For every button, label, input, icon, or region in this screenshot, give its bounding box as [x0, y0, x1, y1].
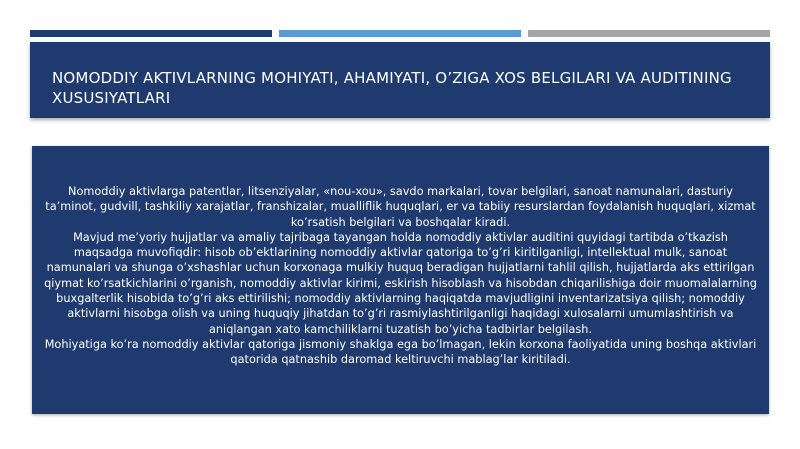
paragraph-essence: Mohiyatiga ko’ra nomoddiy aktivlar qatoriga jismoniy shaklga ega bo’lmagan, lekin korxona faoliyatida uning boshqa aktivlari qatorida qatnashib daromad keltiruvchi mablag’lar kiritiladi.	[44, 337, 757, 367]
paragraph-audit-procedure: Mavjud me’yoriy hujjatlar va amaliy tajribaga tayangan holda nomoddiy aktivlar auditini quyidagi tartibda o’tkazish maqsadga muvofiqdir: hisob ob’ektlarining nomoddiy aktivlar qatoriga to’g’ri kiritilganligi, intellektual mulk, sanoat namunalari va shunga o’xshashlar uchun korxonaga mulkiy huquq beradigan hujjatlarni tahlil qilish, hujjatlarda aks ettirilgan qiymat ko’rsatkichlarini o’rganish, nomoddiy aktivlar kirimi, eskirish hisoblash va hisobdan chiqarilishiga doir muomalalarning buxgalterlik hisobida to’g’ri aks ettirilishi; nomoddiy aktivlarning haqiqatda mavjudligini inventarizatsiya qilish; nomoddiy aktivlarni hisobga olish va uning huquqiy jihatdan to’g’ri rasmiylashtirilganligi haqidagi xulosalarni umumlashtirish va aniqlangan xato kamchiliklarni tuzatish bo’yicha tadbirlar belgilash.	[44, 230, 757, 336]
slide-title: NOMODDIY AKTIVLARNING MOHIYATI, AHAMIYATI, O’ZIGA XOS BELGILARI VA AUDITINING XUSUSIYATLARI	[52, 69, 732, 107]
accent-bar-gray	[528, 30, 770, 37]
slide-content-box	[32, 146, 769, 414]
accent-bar-light-blue	[279, 30, 521, 37]
slide-title-band	[30, 42, 770, 118]
accent-bar-dark-blue	[30, 30, 272, 37]
paragraph-definition: Nomoddiy aktivlarga patentlar, litsenziyalar, «nou-xou», savdo markalari, tovar belgilari, sanoat namunalari, dasturiy ta’minot, gudvill, tashkiliy xarajatlar, franshizalar, mualliflik huquqlari, er va tabiiy resurslardan foydalanish huquqlari, xizmat ko’rsatish belgilari va boshqalar kiradi.	[45, 185, 756, 229]
